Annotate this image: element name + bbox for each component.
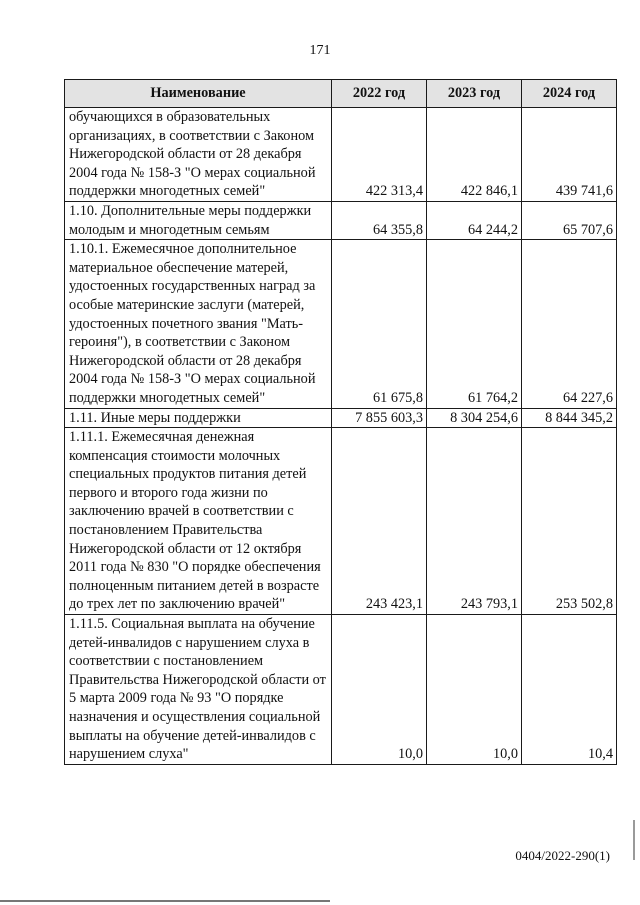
column-header-2023: 2023 год: [427, 80, 522, 108]
value-2023: 61 764,2: [427, 240, 522, 408]
value-2024: 65 707,6: [522, 201, 617, 239]
value-2023: 10,0: [427, 615, 522, 765]
value-2023: 64 244,2: [427, 201, 522, 239]
scan-bottom-rule: [0, 900, 330, 902]
page-number: 171: [309, 43, 331, 58]
value-2024: 439 741,6: [522, 108, 617, 202]
table-row: [65, 428, 617, 615]
value-2024: 10,4: [522, 615, 617, 765]
value-2023: 8 304 254,6: [427, 408, 522, 428]
table-header-row: [65, 80, 617, 108]
value-2023: 422 846,1: [427, 108, 522, 202]
value-2024: 8 844 345,2: [522, 408, 617, 428]
row-name: 1.11. Иные меры поддержки: [65, 408, 332, 428]
value-2024: 253 502,8: [522, 428, 617, 615]
column-header-2022: 2022 год: [332, 80, 427, 108]
table-row: [65, 108, 617, 202]
value-2022: 7 855 603,3: [332, 408, 427, 428]
value-2022: 243 423,1: [332, 428, 427, 615]
value-2023: 243 793,1: [427, 428, 522, 615]
column-header-name: Наименование: [65, 80, 332, 108]
table-row: [65, 201, 617, 239]
row-name: 1.10. Дополнительные меры поддержки молодым и многодетным семьям: [65, 201, 332, 239]
budget-table: [64, 79, 617, 765]
row-name: 1.10.1. Ежемесячное дополнительное материальное обеспечение матерей, удостоенных государственных наград за особые материнские заслуги (матерей, удостоенных почетного звания "Мать-героиня"), в соответствии с Законом Нижегородской области от 28 декабря 2004 года № 158-З "О мерах социальной поддержки многодетных семей": [65, 240, 332, 408]
document-code: 0404/2022-290(1): [515, 848, 610, 863]
value-2022: 64 355,8: [332, 201, 427, 239]
table-row: [65, 615, 617, 765]
value-2024: 64 227,6: [522, 240, 617, 408]
value-2022: 61 675,8: [332, 240, 427, 408]
scan-margin-mark: [633, 820, 635, 860]
table-row: [65, 408, 617, 428]
row-name: 1.11.1. Ежемесячная денежная компенсация стоимости молочных специальных продуктов питания детей первого и второго года жизни по заключению врачей в соответствии с постановлением Правительства Нижегородской области от 12 октября 2011 года № 830 "О порядке обеспечения полноценным питанием детей в возрасте до трех лет по заключению врачей": [65, 428, 332, 615]
column-header-2024: 2024 год: [522, 80, 617, 108]
table-row: [65, 240, 617, 408]
row-name: 1.11.5. Социальная выплата на обучение детей-инвалидов с нарушением слуха в соответствии с постановлением Правительства Нижегородской области от 5 марта 2009 года № 93 "О порядке назначения и осуществления социальной выплаты на обучение детей-инвалидов с нарушением слуха": [65, 615, 332, 765]
value-2022: 422 313,4: [332, 108, 427, 202]
row-name: обучающихся в образовательных организациях, в соответствии с Законом Нижегородской области от 28 декабря 2004 года № 158-З "О мерах социальной поддержки многодетных семей": [65, 108, 332, 202]
value-2022: 10,0: [332, 615, 427, 765]
